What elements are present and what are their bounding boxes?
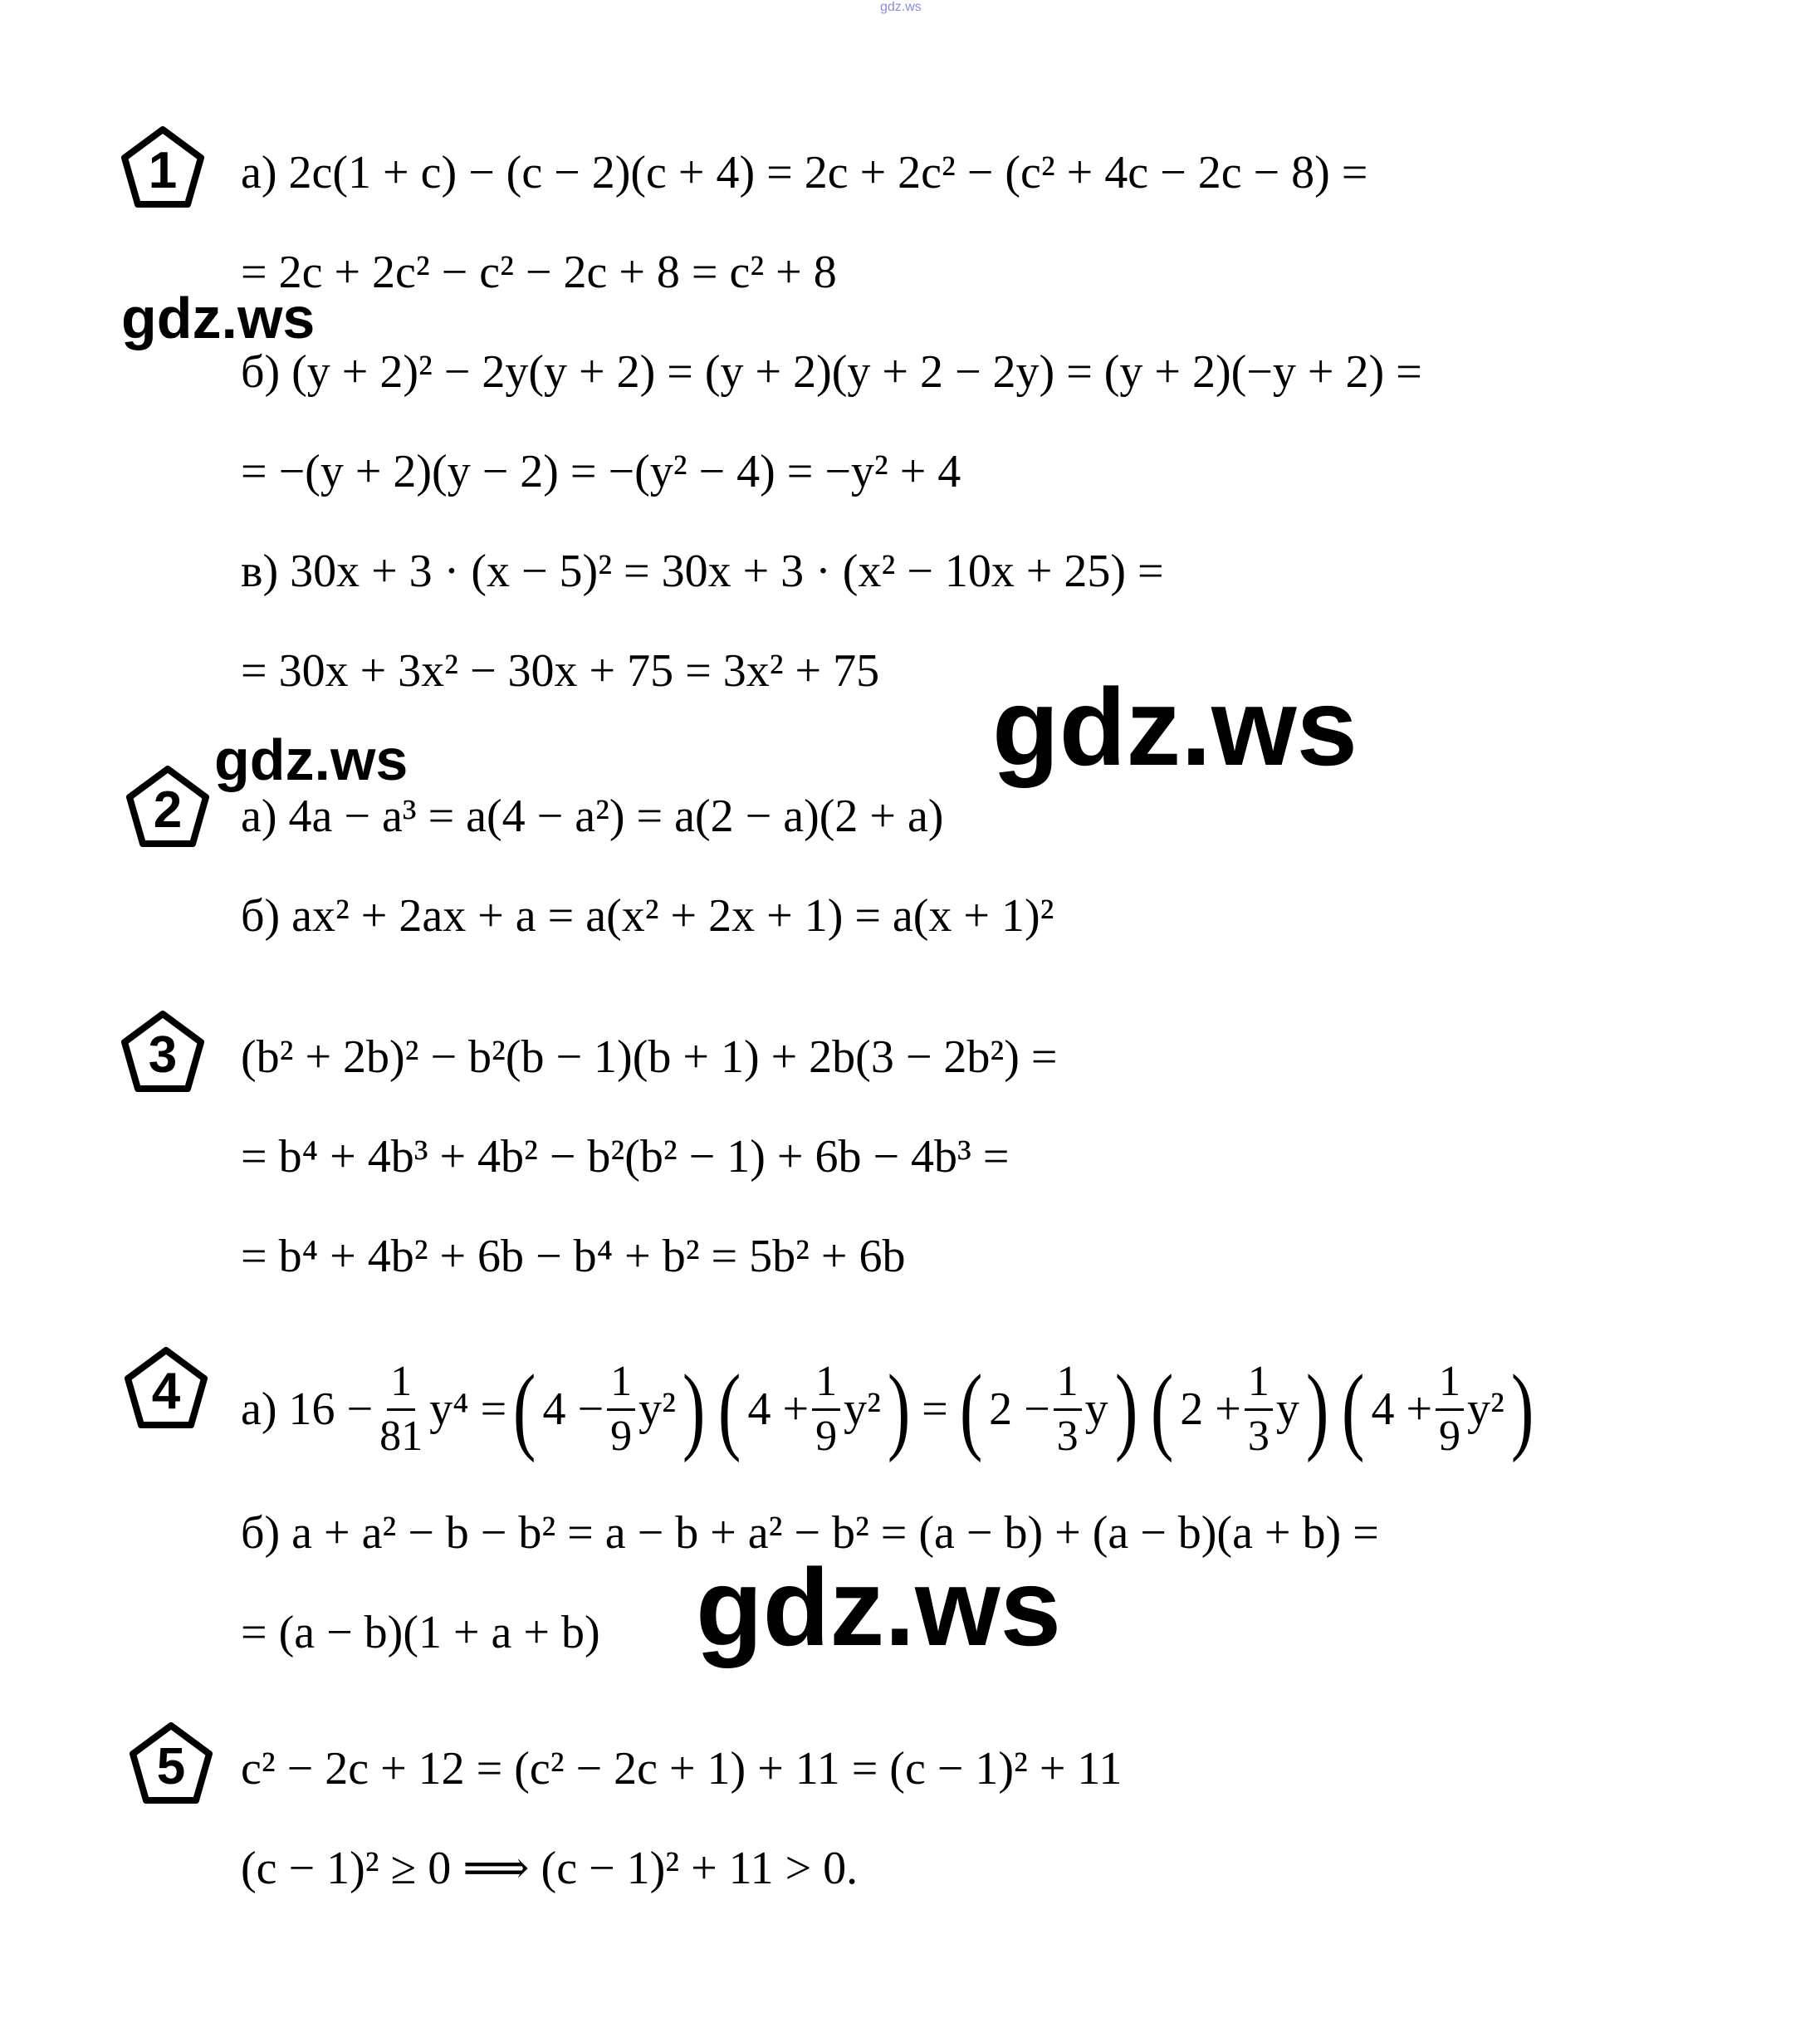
problem-number-badge xyxy=(123,1345,209,1432)
denominator: 9 xyxy=(1439,1412,1461,1460)
expr-text: = xyxy=(922,1383,948,1435)
watermark: gdz.ws xyxy=(992,666,1358,788)
expr-text: 2 + xyxy=(1180,1383,1241,1435)
watermark: gdz.ws xyxy=(696,1546,1062,1668)
solution-line: б) ax² + 2ax + a = a(x² + 2x + 1) = a(x + 1)² xyxy=(241,890,1054,942)
solution-line: а) 2c(1 + c) − (c − 2)(c + 4) = 2c + 2c² − (c² + 4c − 2c − 8) = xyxy=(241,147,1368,198)
numerator: 1 xyxy=(1245,1359,1273,1411)
problem-number: 1 xyxy=(148,141,178,199)
solution-line: c² − 2c + 12 = (c² − 2c + 1) + 11 = (c − 1)² + 11 xyxy=(241,1743,1123,1795)
numerator: 1 xyxy=(387,1359,415,1411)
expr-text: y xyxy=(1275,1383,1299,1435)
problem-number: 4 xyxy=(151,1362,181,1420)
expr-text: 4 + xyxy=(1371,1383,1433,1435)
denominator: 3 xyxy=(1056,1412,1079,1460)
expr-text: y⁴ = xyxy=(429,1383,507,1435)
numerator: 1 xyxy=(1054,1359,1082,1411)
fraction xyxy=(812,1359,840,1459)
solution-line: б) (y + 2)² − 2y(y + 2) = (y + 2)(y + 2 − 2y) = (y + 2)(−y + 2) = xyxy=(241,346,1422,398)
solution-line-fractions xyxy=(241,1355,1540,1463)
header-watermark: gdz.ws xyxy=(880,0,922,14)
expr-text: y² xyxy=(1467,1383,1504,1435)
problem-number: 3 xyxy=(148,1026,178,1084)
problem-number-badge xyxy=(128,1721,214,1807)
fraction xyxy=(1245,1359,1273,1459)
denominator: 81 xyxy=(379,1412,423,1460)
fraction xyxy=(607,1359,635,1459)
denominator: 9 xyxy=(815,1412,838,1460)
numerator: 1 xyxy=(812,1359,840,1411)
fraction xyxy=(376,1359,426,1459)
problem-number-badge xyxy=(125,764,211,850)
right-paren: ) xyxy=(1305,1354,1329,1463)
problem-number: 2 xyxy=(153,781,183,839)
solution-line: б) a + a² − b − b² = a − b + a² − b² = (a − b) + (a − b)(a + b) = xyxy=(241,1507,1379,1559)
left-paren: ( xyxy=(1342,1354,1365,1463)
right-paren: ) xyxy=(682,1354,706,1463)
fraction xyxy=(1436,1359,1464,1459)
solution-line: в) 30x + 3 · (x − 5)² = 30x + 3 · (x² − 10x + 25) = xyxy=(241,546,1164,597)
solution-line: (b² + 2b)² − b²(b − 1)(b + 1) + 2b(3 − 2b²) = xyxy=(241,1031,1058,1083)
solution-line: = (a − b)(1 + a + b) xyxy=(241,1607,600,1658)
solution-line: = 30x + 3x² − 30x + 75 = 3x² + 75 xyxy=(241,645,880,697)
expr-text: 4 − xyxy=(542,1383,604,1435)
left-paren: ( xyxy=(959,1354,983,1463)
denominator: 3 xyxy=(1247,1412,1270,1460)
problem-number-badge xyxy=(120,1009,206,1095)
denominator: 9 xyxy=(610,1412,633,1460)
expr-text: 2 − xyxy=(989,1383,1050,1435)
solution-line: (c − 1)² ≥ 0 ⟹ (c − 1)² + 11 > 0. xyxy=(241,1843,859,1894)
solution-line: = −(y + 2)(y − 2) = −(y² − 4) = −y² + 4 xyxy=(241,446,961,497)
numerator: 1 xyxy=(1436,1359,1464,1411)
problem-number: 5 xyxy=(156,1737,186,1795)
solution-line: = b⁴ + 4b³ + 4b² − b²(b² − 1) + 6b − 4b³ = xyxy=(241,1131,1010,1183)
expr-text: y² xyxy=(844,1383,881,1435)
fraction xyxy=(1054,1359,1082,1459)
solution-line: а) 4a − a³ = a(4 − a²) = a(2 − a)(2 + a) xyxy=(241,791,944,842)
numerator: 1 xyxy=(607,1359,635,1411)
right-paren: ) xyxy=(1114,1354,1138,1463)
left-paren: ( xyxy=(1150,1354,1174,1463)
solution-line: = 2c + 2c² − c² − 2c + 8 = c² + 8 xyxy=(241,247,837,298)
solution-line: = b⁴ + 4b² + 6b − b⁴ + b² = 5b² + 6b xyxy=(241,1231,906,1282)
right-paren: ) xyxy=(887,1354,911,1463)
expr-text: y xyxy=(1084,1383,1108,1435)
left-paren: ( xyxy=(718,1354,741,1463)
problem-number-badge xyxy=(120,125,206,211)
watermark: gdz.ws xyxy=(214,727,409,792)
right-paren: ) xyxy=(1510,1354,1534,1463)
expr-text: 4 + xyxy=(747,1383,810,1435)
left-paren: ( xyxy=(513,1354,536,1463)
expr-text: а) 16 − xyxy=(241,1383,374,1435)
watermark: gdz.ws xyxy=(121,286,316,350)
expr-text: y² xyxy=(638,1383,676,1435)
